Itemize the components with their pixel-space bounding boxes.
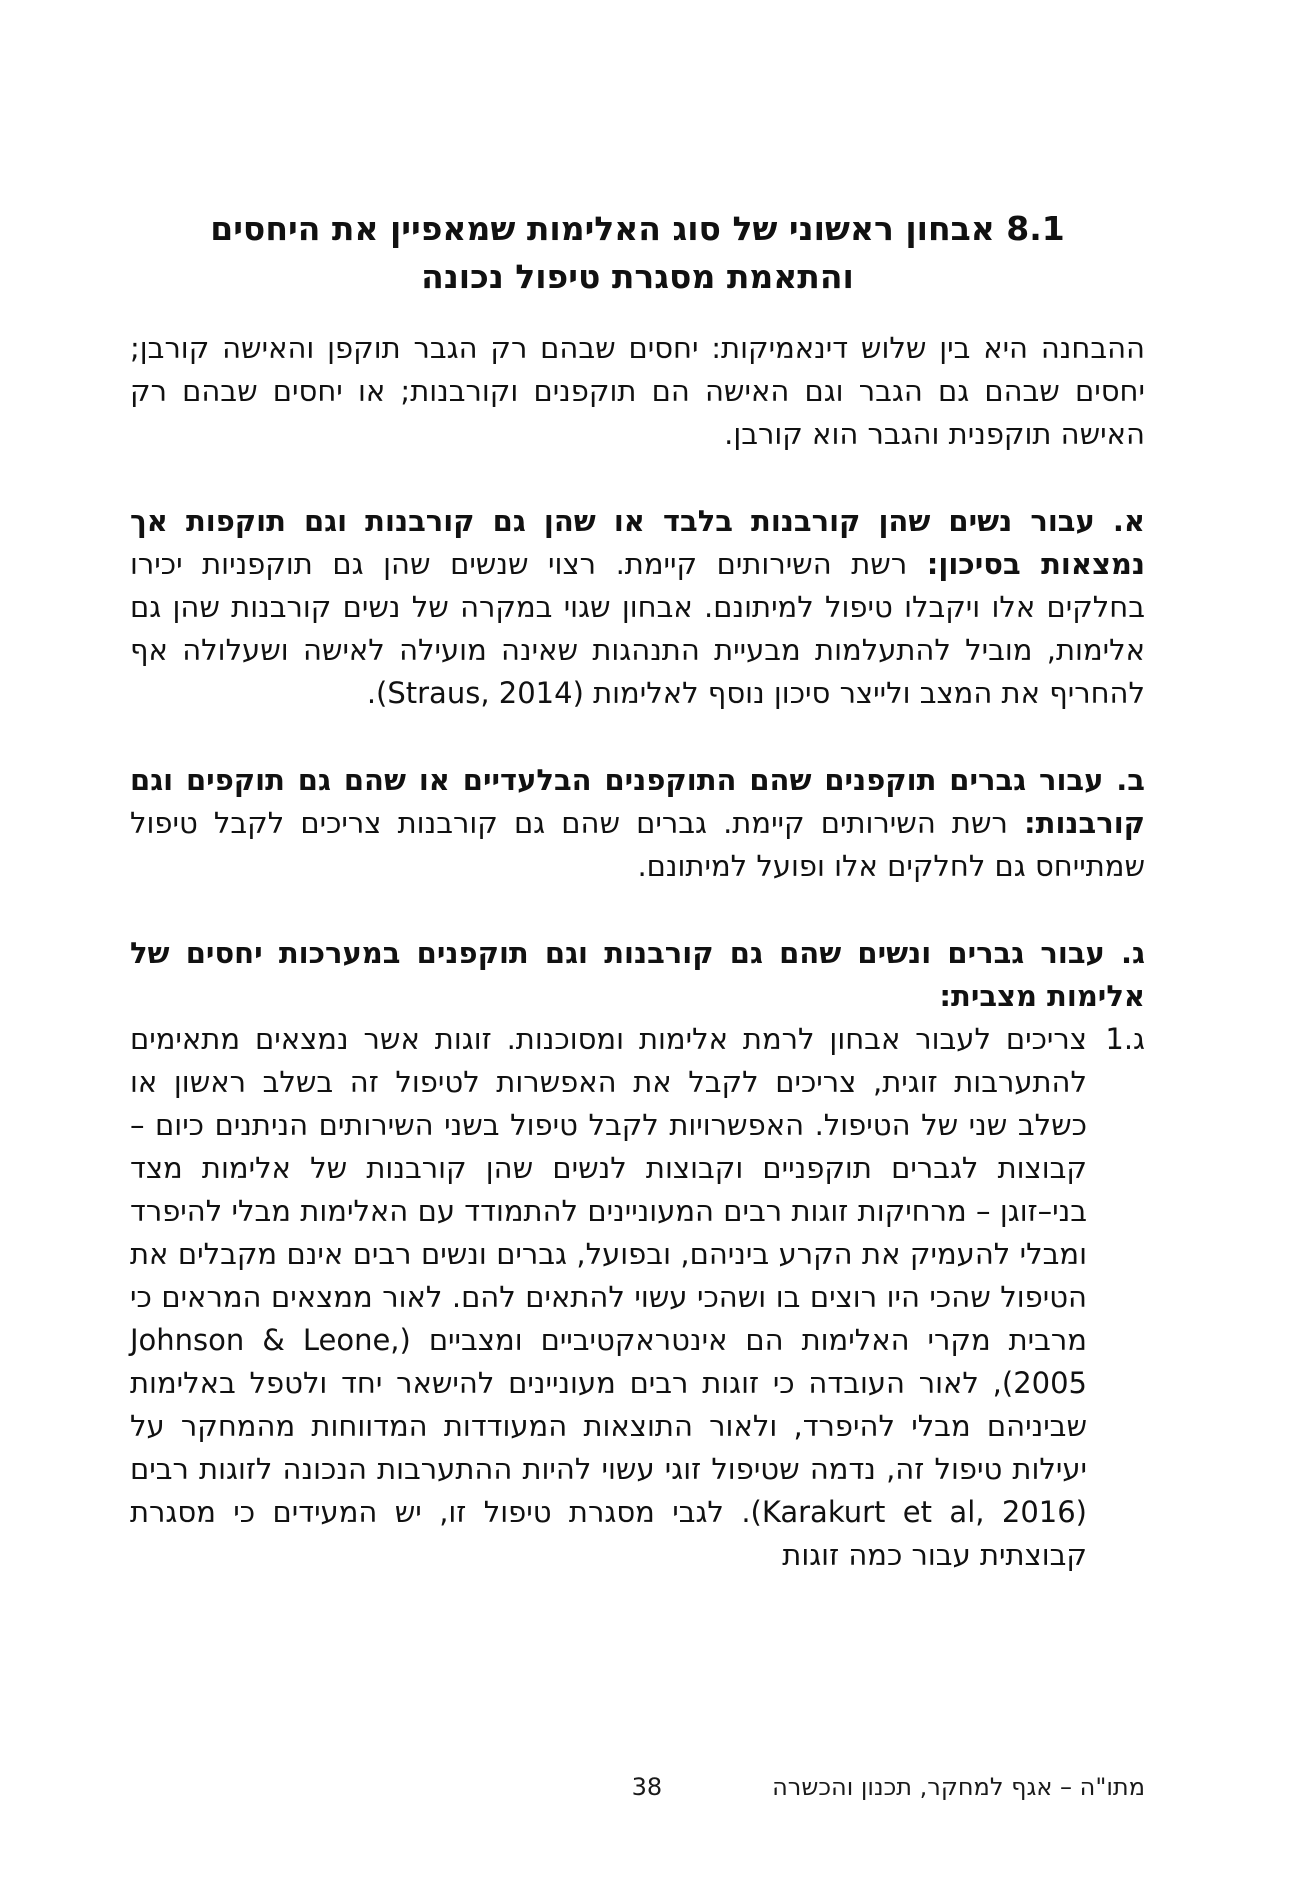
- intro-paragraph: ההבחנה היא בין שלוש דינאמיקות: יחסים שבהם רק הגבר תוקפן והאישה קורבן; יחסים שבהם גם הגבר וגם האישה הם תוקפנים וקורבנות; או יחסים שבהם רק האישה תוקפנית והגבר הוא קורבן.: [130, 331, 1145, 451]
- item-c-lead: ג. עבור גברים ונשים שהם גם קורבנות וגם תוקפנים במערכות יחסים של אלימות מצבית:: [130, 936, 1145, 1013]
- item-a-text: רשת השירותים קיימת. רצוי שנשים שהן גם תוקפניות יכירו בחלקים אלו ויקבלו טיפול למיתונם. אבחון שגוי במקרה של נשים קורבנות שהן גם אלימות, מוביל להתעלמות מבעיית התנהגות שאינה מועילה לאישה ושעלולה אף להחריף את המצב ולייצר סיכון נוסף לאלימות (Straus, 2014).: [130, 547, 1145, 710]
- list-item-c-lead-paragraph: [130, 932, 1145, 1018]
- item-c1-text: צריכים לעבור אבחון לרמת אלימות ומסוכנות. זוגות אשר נמצאים מתאימים להתערבות זוגית, צריכים לקבל את האפשרות לטיפול זה בשלב ראשון או כשלב שני של הטיפול. האפשרויות לקבל טיפול בשני השירותים הניתנים כיום – קבוצות לגברים תוקפניים וקבוצות לנשים שהן קורבנות של אלימות מצד בני–זוגן – מרחיקות זוגות רבים המעוניינים להתמודד עם האלימות מבלי להיפרד ומבלי להעמיק את הקרע ביניהם, ובפועל, גברים ונשים רבים אינם מקבלים את הטיפול שהכי היו רוצים בו ושהכי עשוי להתאים להם. לאור ממצאים המראים כי מרבית מקרי האלימות הם אינטראקטיביים ומצביים (Johnson & Leone, 2005), לאור העובדה כי זוגות רבים מעוניינים להישאר יחד ולטפל באלימות שביניהם מבלי להיפרד, ולאור התוצאות המעודדות המדווחות מהמחקר על יעילות טיפול זה, נדמה שטיפול זוגי עשוי להיות ההתערבות הנכונה לזוגות רבים (Karakurt et al, 2016). לגבי מסגרת טיפול זו, יש המעידים כי מסגרת קבוצתית עבור כמה זוגות: [130, 1022, 1087, 1572]
- list-item-c1: [130, 1018, 1145, 1577]
- item-b-text: רשת השירותים קיימת. גברים שהם גם קורבנות צריכים לקבל טיפול שמתייחס גם לחלקים אלו ופועל למיתונם.: [130, 806, 1145, 883]
- page-footer: [130, 1772, 1145, 1802]
- item-a-lead: א. עבור נשים שהן קורבנות בלבד או שהן גם קורבנות וגם תוקפות אך נמצאות בסיכון:: [130, 504, 1146, 581]
- footer-org-label: מתו"ה – אגף למחקר, תכנון והכשרה: [772, 1773, 1145, 1801]
- item-b-lead: ב. עבור גברים תוקפנים שהם התוקפנים הבלעדיים או שהם גם תוקפים וגם קורבנות:: [130, 763, 1146, 840]
- section-heading-line-1: 8.1 אבחון ראשוני של סוג האלימות שמאפיין את היחסים: [210, 209, 1065, 248]
- item-c1-marker: ג.1: [1105, 1022, 1145, 1056]
- list-item-a-paragraph: [130, 500, 1145, 715]
- page-number: 38: [631, 1773, 663, 1801]
- section-heading-line-2: והתאמת מסגרת טיפול נכונה: [421, 257, 854, 296]
- section-heading: [130, 205, 1145, 301]
- list-item-b-paragraph: [130, 759, 1145, 888]
